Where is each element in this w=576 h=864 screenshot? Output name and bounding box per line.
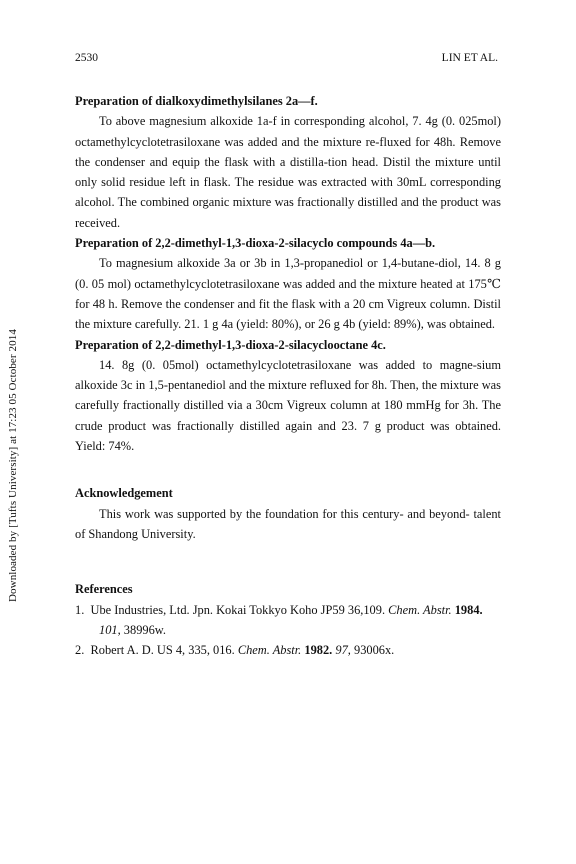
reference-volume: 101,	[99, 622, 121, 637]
download-watermark: Downloaded by [Tufts University] at 17:23 05 October 2014	[7, 329, 19, 602]
acknowledgement-paragraph: This work was supported by the foundation for this century- and beyond- talent of Shandong University.	[75, 506, 501, 541]
reference-volume: 97,	[335, 643, 351, 658]
section-paragraph: To magnesium alkoxide 3a or 3b in 1,3-propanediol or 1,4-butane-diol, 14. 8 g (0. 05 mol) octamethylcyclotetrasiloxane was added and the mixture heated at 175℃ for 48 h. Remove the condenser and fit the flask with a 20 cm Vigreux column. Distil the mixture carefully. 21. 1 g 4a (yield: 80%), or 26 g 4b (yield: 89%), was obtained.	[75, 256, 501, 332]
reference-number: 2.	[75, 643, 85, 658]
reference-text: Robert A. D. US 4, 335, 016.	[90, 643, 235, 658]
reference-year: 1982.	[304, 643, 333, 658]
acknowledgement-heading: Acknowledgement	[75, 486, 173, 501]
section-heading: Preparation of 2,2-dimethyl-1,3-dioxa-2-silacyclooctane 4c.	[75, 337, 386, 352]
reference-page: 38996w.	[123, 622, 167, 637]
reference-journal: Chem. Abstr.	[237, 643, 302, 658]
reference-page: 93006x.	[354, 643, 395, 658]
references-heading: References	[75, 582, 133, 597]
running-head-authors: LIN ET AL.	[441, 52, 498, 64]
reference-item	[75, 640, 501, 660]
reference-number: 1.	[75, 602, 85, 617]
section-heading: Preparation of 2,2-dimethyl-1,3-dioxa-2-silacyclo compounds 4a—b.	[75, 236, 436, 251]
article-body	[75, 91, 501, 660]
page-number: 2530	[75, 52, 98, 64]
section-paragraph: 14. 8g (0. 05mol) octamethylcyclotetrasiloxane was added to magne-sium alkoxide 3c in 1,5-pentanediol and the mixture refluxed for 8h. Then, the mixture was carefully fractionally distilled via a 30cm Vigreux column at 180 mmHg for 3h. The crude product was fractionally distilled again and 23. 7 g product was obtained. Yield: 74%.	[75, 357, 501, 454]
section-paragraph: To above magnesium alkoxide 1a-f in corresponding alcohol, 7. 4g (0. 025mol) octamethylcyclotetrasiloxane was added and the mixture re-fluxed for 48h. Remove the condenser and equip the flask with a distilla-tion head. Distil the mixture until only solid residue left in flask. The residue was extracted with 30mL corresponding alcohol. The combined organic mixture was fractionally distilled and the product was received.	[75, 114, 501, 230]
reference-item	[75, 600, 501, 641]
reference-journal: Chem. Abstr.	[388, 602, 452, 617]
section-heading: Preparation of dialkoxydimethylsilanes 2a—f.	[75, 94, 318, 108]
reference-year: 1984.	[454, 602, 483, 617]
reference-text: Ube Industries, Ltd. Jpn. Kokai Tokkyo Koho JP59 36,109.	[90, 602, 386, 617]
